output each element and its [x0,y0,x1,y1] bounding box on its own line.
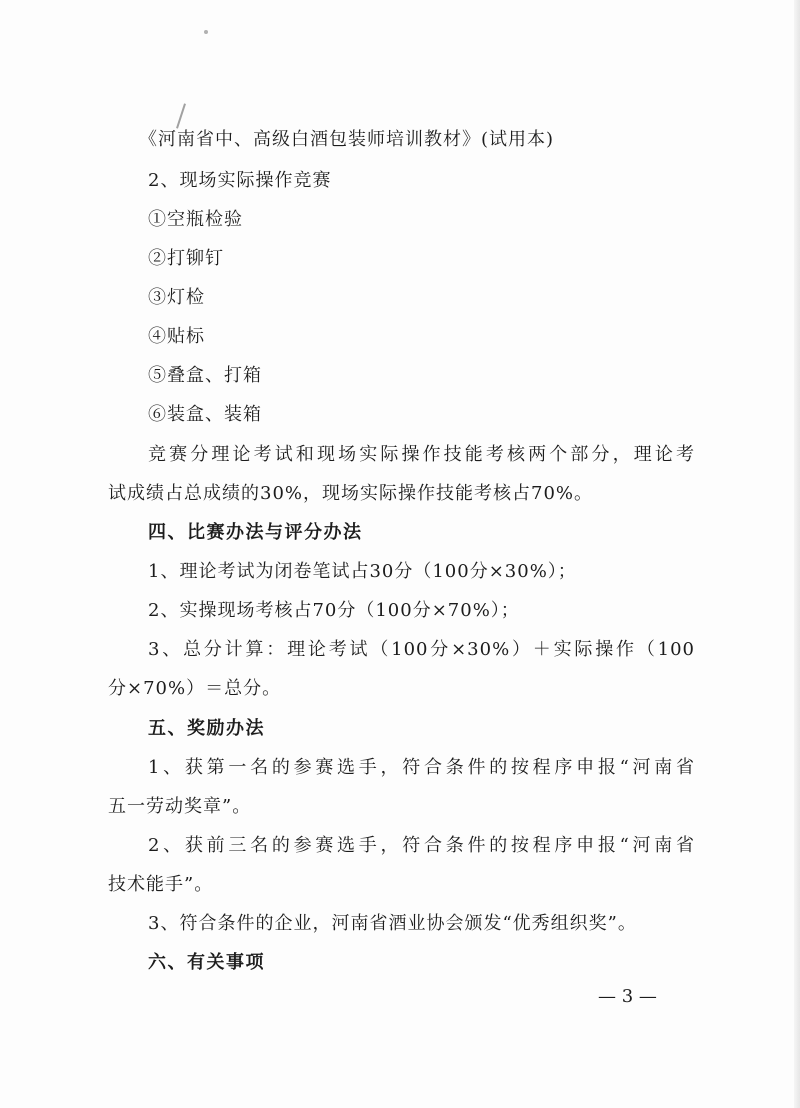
award-item-2-line-1: 2、获前三名的参赛选手，符合条件的按程序申报“河南省 [148,835,695,856]
textbook-title-line: 《河南省中、高级白酒包装师培训教材》(试用本) [139,129,555,150]
scan-speck [204,30,208,34]
award-item-1-line-1: 1、获第一名的参赛选手，符合条件的按程序申报“河南省 [148,757,695,778]
award-item-3: 3、符合条件的企业，河南省酒业协会颁发“优秀组织奖”。 [148,913,637,934]
scoring-item-2: 2、实操现场考核占70分（100分×70%）； [148,600,520,621]
sub-item-box-folding: ⑤叠盒、打箱 [148,365,262,386]
sub-item-boxing-packing: ⑥装盒、装箱 [148,404,262,425]
scoring-item-3-line-1: 3、总分计算：理论考试（100分×30%）＋实际操作（100 [148,639,695,660]
scoring-item-1: 1、理论考试为闭卷笔试占30分（100分×30%）； [148,561,577,582]
award-item-2-line-2: 技术能手”。 [108,874,214,895]
section-heading-4: 四、比赛办法与评分办法 [148,522,363,543]
sub-item-riveting: ②打铆钉 [148,248,224,269]
sub-item-labeling: ④贴标 [148,326,205,347]
award-item-1-line-2: 五一劳动奖章”。 [108,796,252,817]
item-on-site-competition: 2、现场实际操作竞赛 [148,170,332,191]
section-heading-5: 五、奖励办法 [148,718,265,739]
section-heading-6: 六、有关事项 [148,952,265,973]
page-number: — 3 — [598,986,657,1007]
competition-paragraph-line-2: 试成绩占总成绩的30%，现场实际操作技能考核占70%。 [108,483,594,504]
scan-edge-shadow [794,0,800,1108]
sub-item-empty-bottle-inspection: ①空瓶检验 [148,209,243,230]
scoring-item-3-line-2: 分×70%）＝总分。 [108,678,282,699]
competition-paragraph-line-1: 竞赛分理论考试和现场实际操作技能考核两个部分，理论考 [148,444,695,465]
sub-item-light-inspection: ③灯检 [148,287,205,308]
scan-mark [176,103,186,128]
